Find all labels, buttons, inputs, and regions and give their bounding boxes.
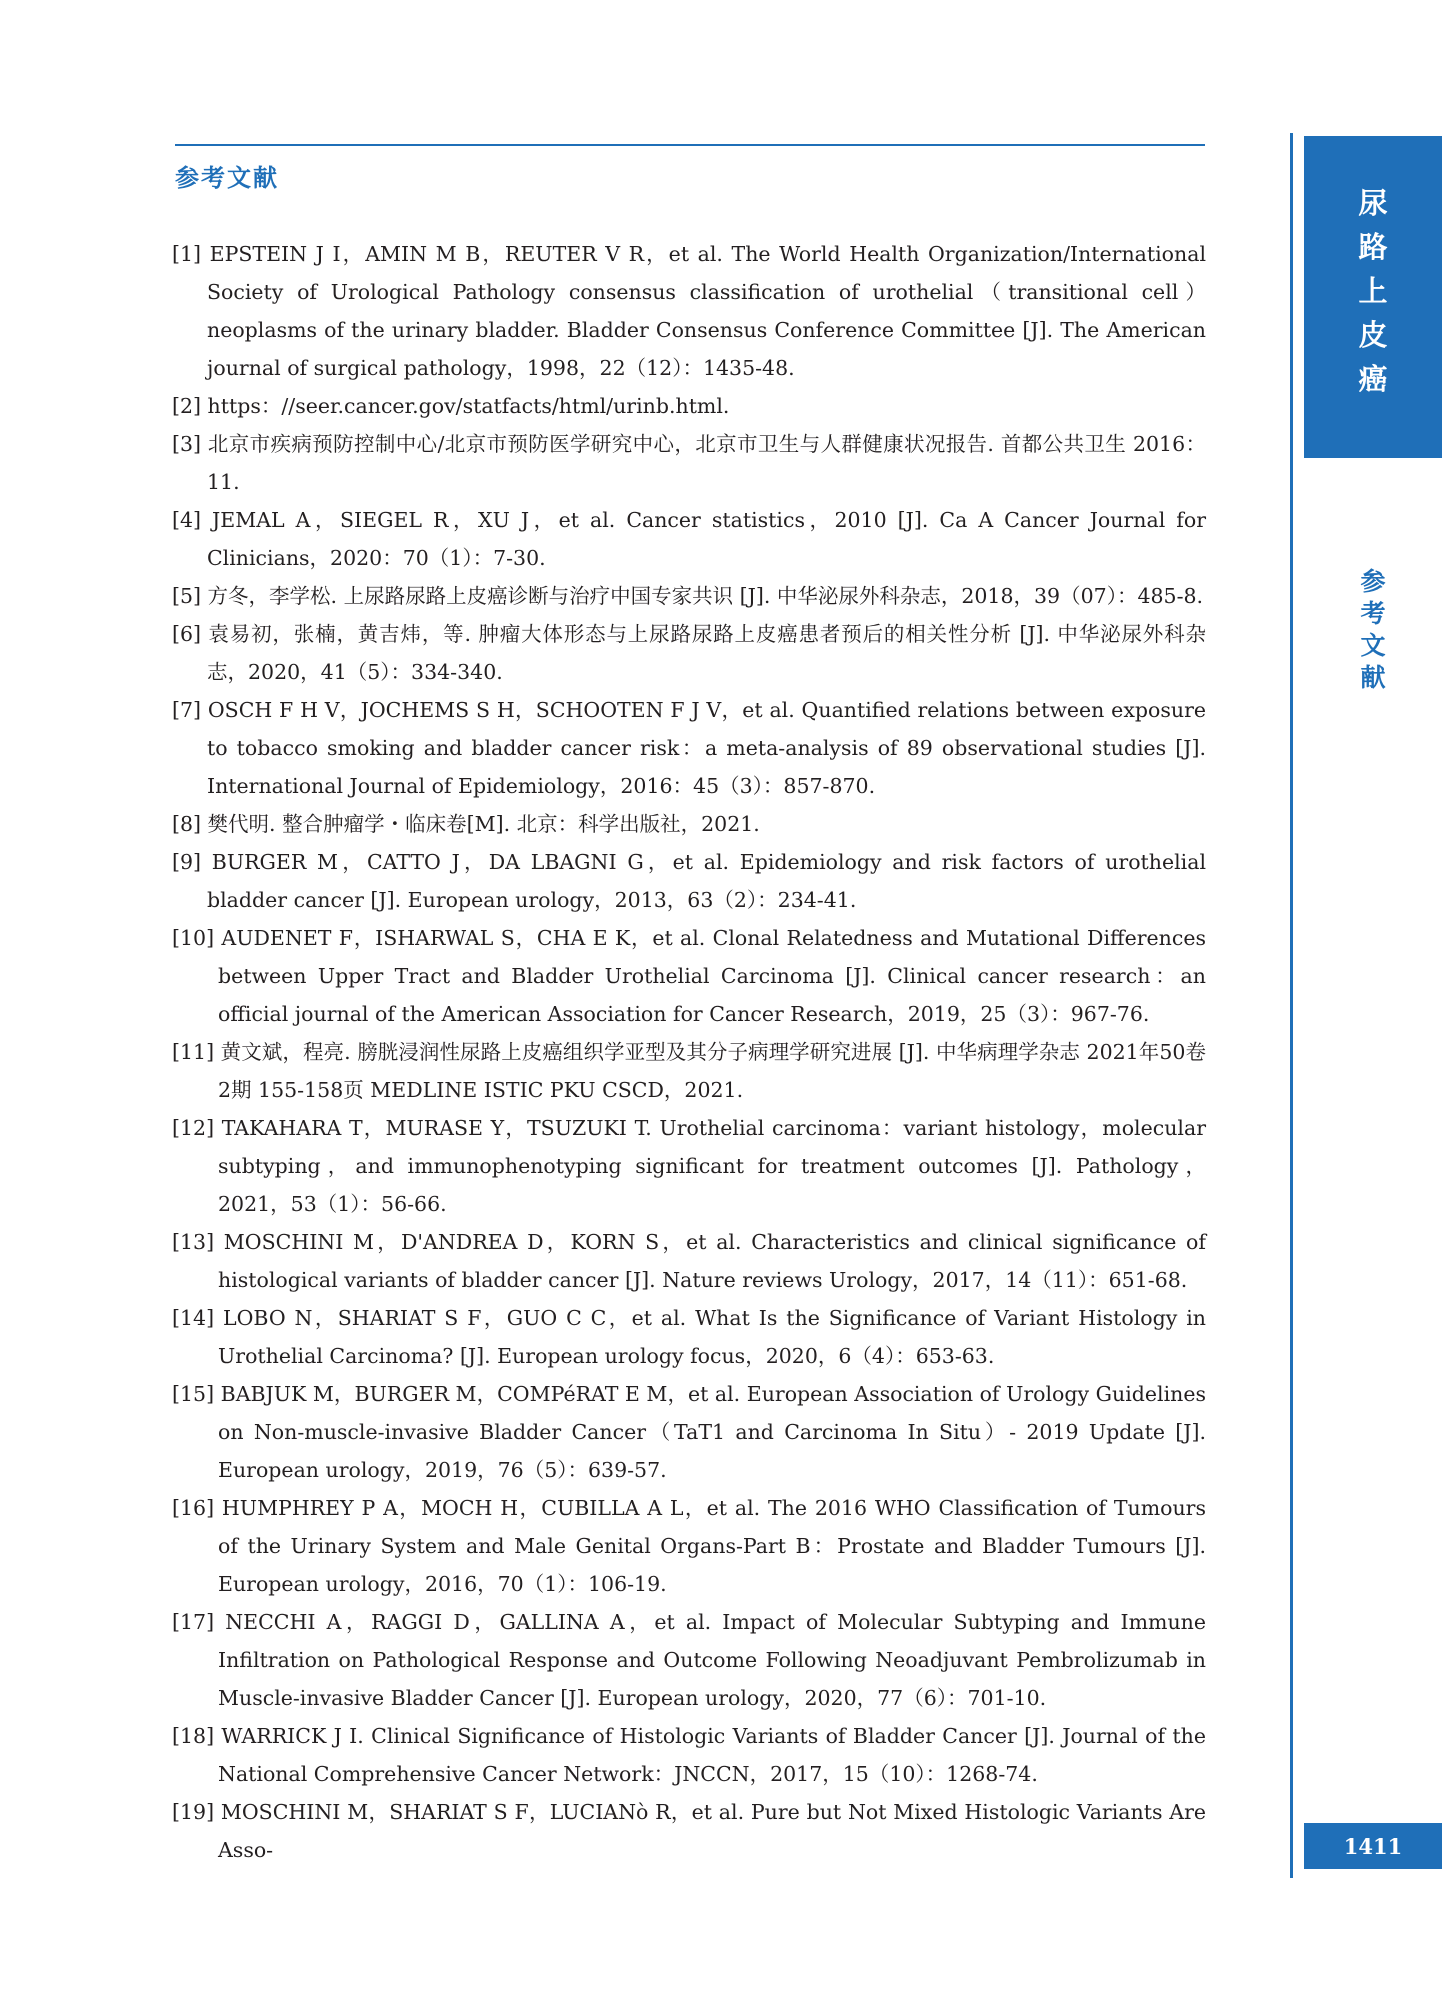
page-number: 1411 [1304,1823,1442,1869]
side-rule [1290,133,1293,1878]
section-tab-char: 参 [1360,567,1386,596]
chapter-tab-char: 癌 [1358,362,1388,396]
reference-item: [8] 樊代明. 整合肿瘤学・临床卷[M]. 北京：科学出版社，2021. [172,812,760,836]
reference-item: [1] EPSTEIN J I，AMIN M B，REUTER V R，et al. The World Health Organization/International Society of Urological Pathology consensus classification of urothelial（transitional cell）neoplasms of the urinary bladder. Bladder Consensus Conference Committee [J]. The American journal of surgical pathology，1998，22（12）：1435-48. [172,242,1206,380]
section-tab-char: 考 [1360,599,1386,628]
section-heading: 参考文献 [175,164,279,192]
header-rule [175,144,1205,146]
chapter-tab-char: 路 [1358,230,1388,264]
reference-item: [19] MOSCHINI M，SHARIAT S F，LUCIANò R，et al. Pure but Not Mixed Histologic Variants Are Asso- [172,1800,1206,1862]
reference-item: [11] 黄文斌，程亮. 膀胱浸润性尿路上皮癌组织学亚型及其分子病理学研究进展 [J]. 中华病理学杂志 2021年50卷2期 155-158页 MEDLINE ISTIC PKU CSCD，2021. [172,1040,1206,1102]
chapter-tab-char: 皮 [1358,318,1388,352]
section-tab-char: 献 [1360,663,1386,692]
chapter-tab-char: 尿 [1358,186,1388,220]
reference-item: [17] NECCHI A，RAGGI D，GALLINA A，et al. Impact of Molecular Subtyping and Immune Infiltration on Pathological Response and Outcome Following Neoadjuvant Pembrolizumab in Muscle-invasive Bladder Cancer [J]. European urology，2020，77（6）：701-10. [172,1610,1206,1710]
reference-list [172,235,1206,1869]
reference-item: [16] HUMPHREY P A，MOCH H，CUBILLA A L，et al. The 2016 WHO Classification of Tumours of the Urinary System and Male Genital Organs-Part B：Prostate and Bladder Tumours [J]. European urology，2016，70（1）：106-19. [172,1496,1206,1596]
chapter-tab [1304,136,1442,458]
reference-item: [2] https：//seer.cancer.gov/statfacts/html/urinb.html. [172,394,730,418]
reference-item: [9] BURGER M，CATTO J，DA LBAGNI G，et al. Epidemiology and risk factors of urothelial bladder cancer [J]. European urology，2013，63（2）：234-41. [172,850,1206,912]
chapter-tab-char: 上 [1358,274,1388,308]
reference-item: [7] OSCH F H V，JOCHEMS S H，SCHOOTEN F J V，et al. Quantified relations between exposure to tobacco smoking and bladder cancer risk：a meta-analysis of 89 observational studies [J]. International Journal of Epidemiology，2016：45（3）：857-870. [172,698,1206,798]
reference-item: [15] BABJUK M，BURGER M，COMPéRAT E M，et al. European Association of Urology Guidelines on Non-muscle-invasive Bladder Cancer（TaT1 and Carcinoma In Situ）- 2019 Update [J]. European urology，2019，76（5）：639-57. [172,1382,1206,1482]
reference-item: [13] MOSCHINI M，D'ANDREA D，KORN S，et al. Characteristics and clinical significance of histological variants of bladder cancer [J]. Nature reviews Urology，2017，14（11）：651-68. [172,1230,1206,1292]
reference-item: [10] AUDENET F，ISHARWAL S，CHA E K，et al. Clonal Relatedness and Mutational Differences between Upper Tract and Bladder Urothelial Carcinoma [J]. Clinical cancer research：an official journal of the American Association for Cancer Research，2019，25（3）：967-76. [172,926,1206,1026]
reference-item: [18] WARRICK J I. Clinical Significance of Histologic Variants of Bladder Cancer [J]. Journal of the National Comprehensive Cancer Network：JNCCN，2017，15（10）：1268-74. [172,1724,1206,1786]
reference-item: [4] JEMAL A，SIEGEL R，XU J，et al. Cancer statistics，2010 [J]. Ca A Cancer Journal for Clinicians，2020：70（1）：7-30. [172,508,1206,570]
reference-item: [6] 袁易初，张楠，黄吉炜，等. 肿瘤大体形态与上尿路尿路上皮癌患者预后的相关性分析 [J]. 中华泌尿外科杂志，2020，41（5）：334-340. [172,622,1206,684]
reference-item: [3] 北京市疾病预防控制中心/北京市预防医学研究中心，北京市卫生与人群健康状况报告. 首都公共卫生 2016：11. [172,432,1206,494]
section-tab-char: 文 [1360,631,1386,660]
reference-item: [5] 方冬，李学松. 上尿路尿路上皮癌诊断与治疗中国专家共识 [J]. 中华泌尿外科杂志，2018，39（07）：485-8. [172,584,1204,608]
reference-item: [14] LOBO N，SHARIAT S F，GUO C C，et al. What Is the Significance of Variant Histology in Urothelial Carcinoma? [J]. European urology focus，2020，6（4）：653-63. [172,1306,1206,1368]
reference-item: [12] TAKAHARA T，MURASE Y，TSUZUKI T. Urothelial carcinoma：variant histology，molecular subtyping，and immunophenotyping significant for treatment outcomes [J]. Pathology，2021，53（1）：56-66. [172,1116,1206,1216]
